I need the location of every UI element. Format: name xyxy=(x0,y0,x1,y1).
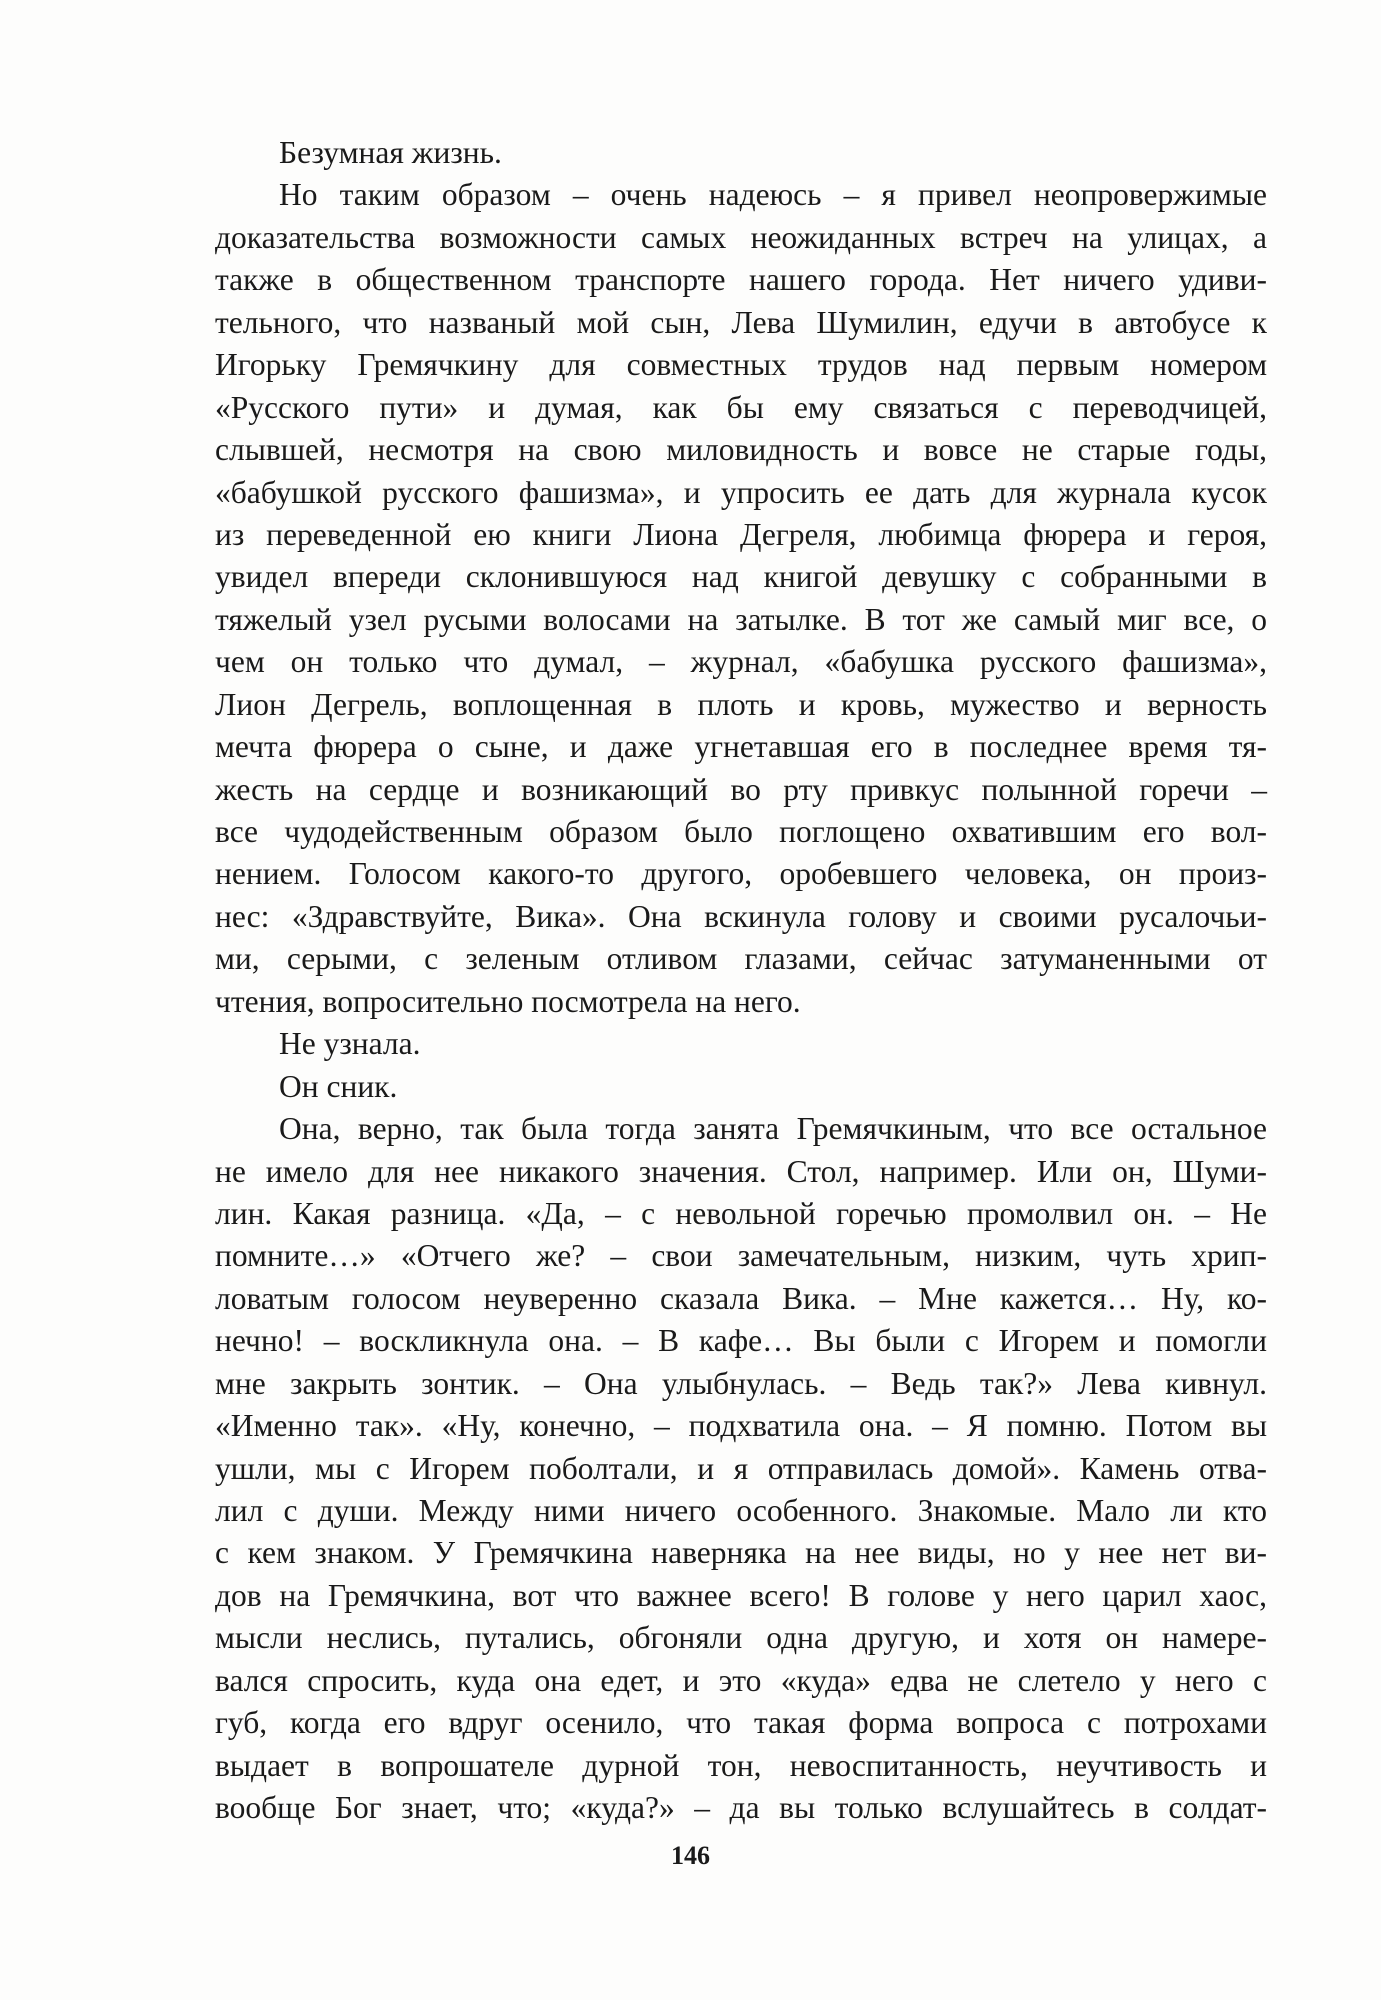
text-line: Игорьку Гремячкину для совместных трудов над первым номером xyxy=(215,347,1267,383)
text-line: все чудодейственным образом было поглощено охватившим его вол- xyxy=(215,814,1267,849)
text-line: чтения, вопросительно посмотрела на него. xyxy=(215,983,801,1019)
text-line: не имело для нее никакого значения. Стол, например. Или он, Шуми- xyxy=(215,1153,1267,1189)
text-line: «бабушкой русского фашизма», и упросить ее дать для журнала кусок xyxy=(215,474,1267,510)
text-line: «Русского пути» и думая, как бы ему связаться с переводчицей, xyxy=(215,389,1267,425)
text-line: нением. Голосом какого-то другого, оробевшего человека, он произ- xyxy=(215,856,1267,892)
text-line: нечно! – воскликнула она. – В кафе… Вы были с Игорем и помогли xyxy=(215,1323,1267,1359)
text-line: чем он только что думал, – журнал, «бабушка русского фашизма», xyxy=(215,644,1267,680)
text-line: выдает в вопрошателе дурной тон, невоспитанность, неучтивость и xyxy=(215,1747,1267,1783)
text-line: лин. Какая разница. «Да, – с невольной горечью промолвил он. – Не xyxy=(215,1195,1267,1231)
text-line: «Именно так». «Ну, конечно, – подхватила она. – Я помню. Потом вы xyxy=(215,1408,1267,1444)
text-line: вался спросить, куда она едет, и это «куда» едва не слетело у него с xyxy=(215,1662,1267,1698)
text-line: ловатым голосом неуверенно сказала Вика. – Мне кажется… Ну, ко- xyxy=(215,1280,1267,1316)
text-line: мне закрыть зонтик. – Она улыбнулась. – Ведь так?» Лева кивнул. xyxy=(215,1365,1267,1401)
text-line: с кем знаком. У Гремячкина наверняка на нее виды, но у нее нет ви- xyxy=(215,1535,1267,1571)
text-line: ми, серыми, с зеленым отливом глазами, сейчас затуманенными от xyxy=(215,941,1267,977)
text-line: Безумная жизнь. xyxy=(279,135,502,170)
text-line: увидел впереди склонившуюся над книгой девушку с собранными в xyxy=(215,559,1267,595)
text-line: помните…» «Отчего же? – свои замечательным, низким, чуть хрип- xyxy=(215,1238,1267,1274)
text-line: доказательства возможности самых неожиданных встреч на улицах, а xyxy=(215,219,1267,255)
text-line: Он сник. xyxy=(279,1068,398,1104)
text-line: Но таким образом – очень надеюсь – я привел неопровержимые xyxy=(279,177,1267,213)
text-line: из переведенной ею книги Лиона Дегреля, любимца фюрера и героя, xyxy=(215,516,1267,552)
text-line: дов на Гремячкина, вот что важнее всего! В голове у него царил хаос, xyxy=(215,1577,1267,1613)
text-line: лил с души. Между ними ничего особенного. Знакомые. Мало ли кто xyxy=(215,1493,1267,1528)
text-line: жесть на сердце и возникающий во рту привкус полынной горечи – xyxy=(215,771,1267,807)
text-line: тяжелый узел русыми волосами на затылке. В тот же самый миг все, о xyxy=(215,601,1267,637)
text-line: Она, верно, так была тогда занята Гремячкиным, что все остальное xyxy=(279,1111,1267,1147)
text-line: Не узнала. xyxy=(279,1026,421,1062)
text-line: губ, когда его вдруг осенило, что такая форма вопроса с потрохами xyxy=(215,1705,1267,1741)
text-line: нес: «Здравствуйте, Вика». Она вскинула голову и своими русалочьи- xyxy=(215,898,1267,934)
page-text xyxy=(215,132,1267,1830)
text-line: Лион Дегрель, воплощенная в плоть и кровь, мужество и верность xyxy=(215,686,1267,722)
text-line: слывшей, несмотря на свою миловидность и вовсе не старые годы, xyxy=(215,432,1267,468)
page-number: 146 xyxy=(671,1841,710,1870)
text-line: мысли неслись, путались, обгоняли одна другую, и хотя он намере- xyxy=(215,1620,1267,1656)
text-line: мечта фюрера о сыне, и даже угнетавшая его в последнее время тя- xyxy=(215,729,1267,765)
text-line: вообще Бог знает, что; «куда?» – да вы только вслушайтесь в солдат- xyxy=(215,1790,1267,1826)
text-line: также в общественном транспорте нашего города. Нет ничего удиви- xyxy=(215,262,1267,298)
text-line: ушли, мы с Игорем поболтали, и я отправилась домой». Камень отва- xyxy=(215,1450,1267,1486)
text-line: тельного, что названый мой сын, Лева Шумилин, едучи в автобусе к xyxy=(215,304,1267,340)
